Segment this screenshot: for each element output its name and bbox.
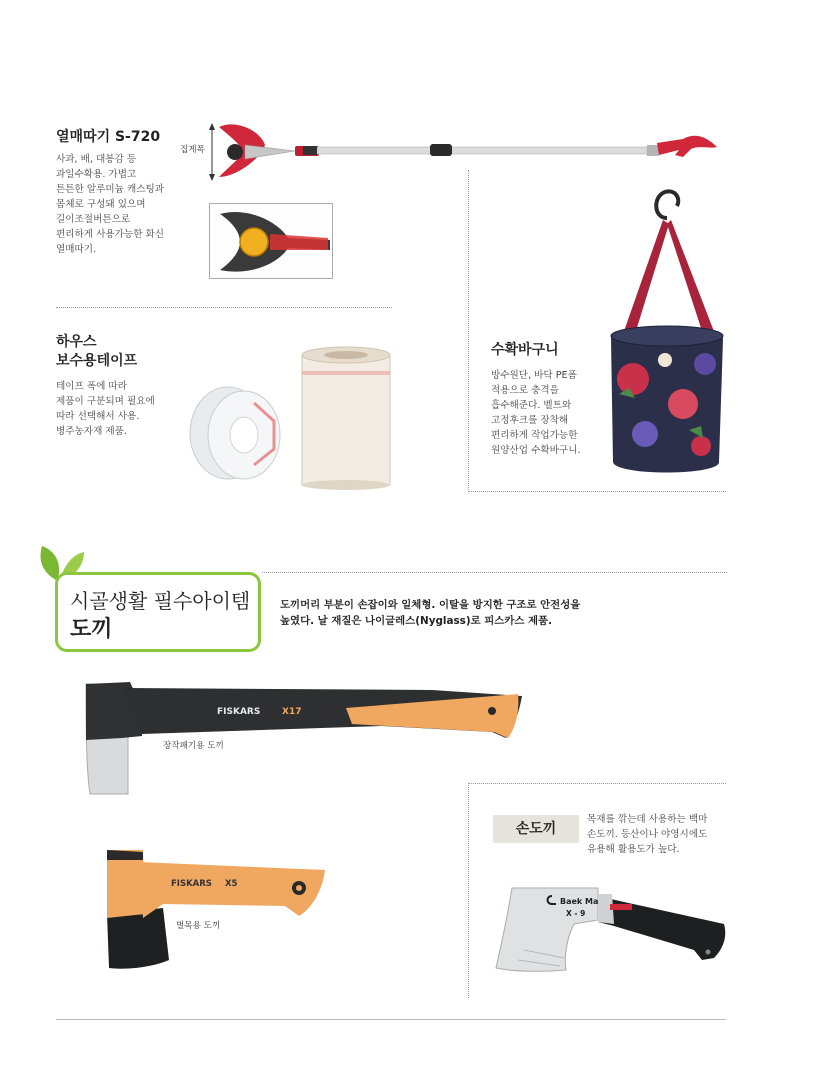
basket-title: 수확바구니 xyxy=(491,342,559,358)
hand-axe-model: X - 9 xyxy=(566,909,586,918)
bottom-rule xyxy=(56,1019,726,1020)
axe-large-model: X17 xyxy=(282,707,302,717)
divider xyxy=(468,491,726,492)
divider xyxy=(56,307,392,308)
divider xyxy=(468,170,469,492)
basket-description: 방수원단, 바닥 PE폼 적용으로 충격을 흡수해준다. 벨트와 고정후크를 장착해 편리하게 작업가능한 원양산업 수확바구니. xyxy=(491,370,581,456)
section-subtitle: 시골생활 필수아이템 xyxy=(70,589,251,613)
felling-axe-image xyxy=(103,848,329,972)
picker-closeup-photo xyxy=(209,203,333,279)
splitting-axe-image xyxy=(82,678,524,800)
section-title: 도끼 xyxy=(70,617,113,642)
divider xyxy=(468,783,726,784)
divider xyxy=(262,572,727,573)
tape-title-line2: 보수용테이프 xyxy=(56,353,138,369)
hand-axe-badge: 손도끼 xyxy=(493,815,579,843)
hand-axe-image xyxy=(494,880,730,974)
grip-width-label: 집게폭 xyxy=(180,145,205,155)
divider xyxy=(468,783,469,998)
hand-axe-description: 목재를 깎는데 사용하는 백마 손도끼. 등산이나 야영시에도 유용해 활용도가 높다. xyxy=(587,814,708,855)
picker-description: 사과, 배, 대봉감 등 과일수확용. 가볍고 튼튼한 알루미늄 캐스팅과 몸체로 구성돼 있으며 길이조절버튼으로 편리하게 사용가능한 화신 열매따기. xyxy=(56,154,165,255)
axe-small-brand: FISKARS xyxy=(171,879,212,889)
section-intro: 도끼머리 부분이 손잡이와 일체형. 이탈을 방지한 구조로 안전성을 높였다. 날 재질은 나이글레스(Nyglass)로 피스카스 제품. xyxy=(280,599,581,627)
tape-description: 테이프 폭에 따라 제품이 구분되며 필요에 따라 선택해서 사용. 병주농자재 제품. xyxy=(56,381,155,437)
axe-large-label: 장작패기용 도끼 xyxy=(163,741,224,751)
axe-large-brand: FISKARS xyxy=(217,707,261,717)
tape-title-line1: 하우스 xyxy=(56,334,97,350)
picker-title: 열매따기 S-720 xyxy=(56,129,161,145)
tape-rolls-image xyxy=(180,345,395,490)
hand-axe-brand: Baek Ma xyxy=(560,897,599,906)
harvest-basket-image xyxy=(605,184,730,479)
axe-small-model: X5 xyxy=(225,879,238,889)
axe-small-label: 벌목용 도끼 xyxy=(176,921,221,931)
fruit-picker-image xyxy=(205,105,725,190)
